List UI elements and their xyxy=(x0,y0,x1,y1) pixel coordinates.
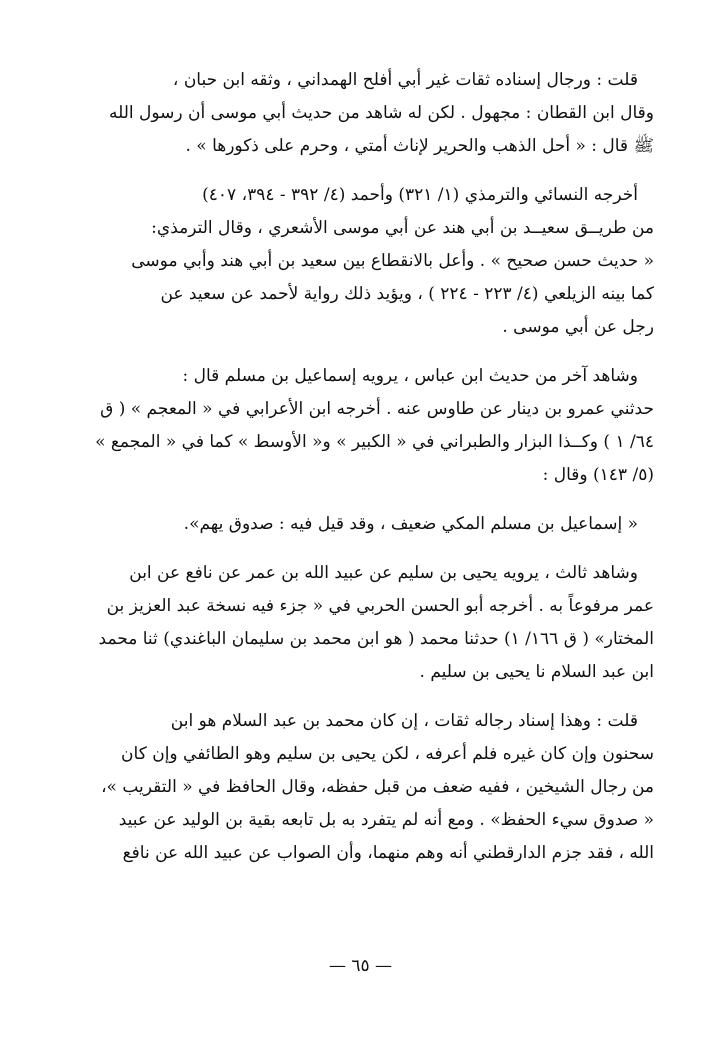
text-line: وقال ابن القطان : مجهول . لكن له شاهد من حديث أبي موسى أن رسول الله xyxy=(109,103,654,123)
page-number: — ٦٥ — xyxy=(328,956,393,976)
text-line: الله ، فقد جزم الدارقطني أنه وهم منهما، وأن الصواب عن عبيد الله عن نافع xyxy=(122,843,654,863)
text-line: حدثني عمرو بن دينار عن طاوس عنه . أخرجه ابن الأعرابي في « المعجم » ( ق xyxy=(100,399,654,419)
text-line: رجل عن أبي موسى . xyxy=(502,317,654,337)
text-line: أخرجه النسائي والترمذي (١/ ٣٢١) وأحمد (٤/ ٣٩٢ - ٣٩٤، ٤٠٧) xyxy=(202,185,638,205)
paragraph-4 xyxy=(72,508,654,541)
text-line: وشاهد آخر من حديث ابن عباس ، يرويه إسماعيل بن مسلم قال : xyxy=(182,366,638,386)
paragraph-5 xyxy=(72,557,654,689)
paragraph-6 xyxy=(72,705,654,870)
text-line: عمر مرفوعاً به . أخرجه أبو الحسن الحربي في « جزء فيه نسخة عبد العزيز بن xyxy=(106,596,654,616)
text-line: قلت : وهذا إسناد رجاله ثقات ، إن كان محمد بن عبد السلام هو ابن xyxy=(170,711,638,731)
text-line: وشاهد ثالث ، يرويه يحيى بن سليم عن عبيد الله بن عمر عن نافع عن ابن xyxy=(129,563,638,583)
text-line: ٦٤/ ١ ) وكــذا البزار والطبراني في « الكبير » و« الأوسط » كما في « المجمع » xyxy=(95,432,654,452)
paragraph-2 xyxy=(72,179,654,344)
text-line: المختار» ( ق ١٦٦/ ١) حدثنا محمد ( هو ابن محمد بن سليمان الباغندي) ثنا محمد xyxy=(98,629,654,649)
text-line: من طريــق سعيــد بن أبي هند عن أبي موسى الأشعري ، وقال الترمذي: xyxy=(151,218,654,238)
text-line: ابن عبد السلام نا يحيى بن سليم . xyxy=(419,662,654,682)
text-line: (٥/ ١٤٣) وقال : xyxy=(542,465,654,485)
text-line: سحنون وإن كان غيره فلم أعرفه ، لكن يحيى بن سليم وهو الطائفي وإن كان xyxy=(121,744,654,764)
text-line: من رجال الشيخين ، ففيه ضعف من قبل حفظه، وقال الحافظ في « التقريب »، xyxy=(101,777,654,797)
text-line: قلت : ورجال إسناده ثقات غير أبي أفلح الهمداني ، وثقه ابن حبان ، xyxy=(172,70,638,90)
text-line: كما بينه الزيلعي (٤/ ٢٢٣ - ٢٢٤ ) ، ويؤيد ذلك رواية لأحمد عن سعيد عن xyxy=(160,284,654,304)
page-body xyxy=(72,64,654,886)
text-line: « حديث حسن صحيح » . وأعل بالانقطاع بين سعيد بن أبي هند وأبي موسى xyxy=(131,251,654,271)
text-line: « إسماعيل بن مسلم المكي ضعيف ، وقد قيل فيه : صدوق يهم». xyxy=(183,514,638,534)
paragraph-1 xyxy=(72,64,654,163)
text-line: « صدوق سيء الحفظ» . ومع أنه لم يتفرد به بل تابعه بقية بن الوليد عن عبيد xyxy=(118,810,654,830)
text-line: ﷺ قال : « أحل الذهب والحرير لإناث أمتي ، وحرم على ذكورها » . xyxy=(185,136,654,156)
paragraph-3 xyxy=(72,360,654,492)
